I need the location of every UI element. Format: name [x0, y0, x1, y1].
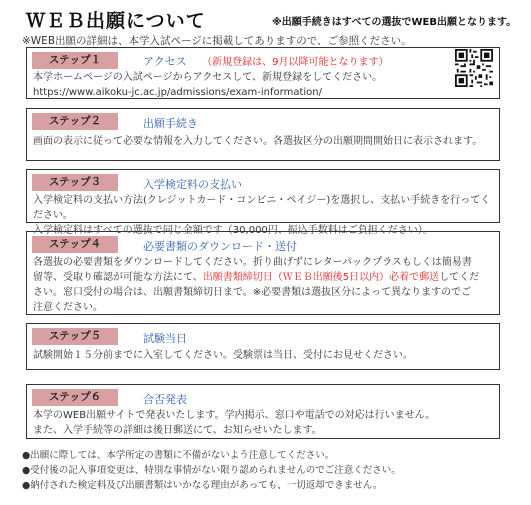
- step-5-body: [33, 348, 493, 363]
- step-1-url[interactable]: https://www.aikoku-jc.ac.jp/admissions/exam-information/: [33, 87, 322, 98]
- step-4-box: [26, 231, 500, 315]
- footer-note-2: ●受付後の記入事項変更は、特別な事情がない限り認められませんのでご注意ください。: [22, 465, 401, 476]
- step-1-body: [33, 70, 493, 100]
- step-3-title: 入学検定料の支払い: [143, 178, 242, 191]
- step-1-box: [26, 47, 500, 99]
- step-1-line-1: 本学ホームページの入試ページからアクセスして、新規登録をしてください。: [33, 72, 383, 83]
- qr-code-icon: [455, 49, 493, 87]
- intro-text: ※WEB出願の詳細は、本学入試ページに掲載してありますので、ご参照ください。: [22, 35, 412, 47]
- step-4-line-2-post: してくだ: [439, 272, 480, 283]
- footer-note-3: ●納付された検定料及び出願書類はいかなる理由があっても、一切返却できません。: [22, 480, 383, 491]
- page-title: ＷＥＢ出願について: [26, 10, 206, 32]
- step-3-badge: ステップ３: [32, 174, 118, 191]
- step-2-line-1: 画面の表示に従って必要な情報を入力してください。各選抜区分の出願期間開始日に表示されます。: [33, 136, 483, 147]
- step-4-deadline-highlight: 出願書類締切日（ＷＥＢ出願後5日以内）必着で郵送: [202, 272, 440, 283]
- step-3-line-2: 入学検定料はすべての選抜で同じ金額です（30,000円、振込手数料はご負担ください）。: [33, 225, 433, 236]
- step-1-title-text: アクセス: [143, 55, 187, 68]
- step-4-title: 必要書類のダウンロード・送付: [143, 240, 297, 253]
- step-5-badge: ステップ５: [32, 328, 118, 345]
- step-1-title: [143, 53, 389, 69]
- step-4-line-1: 各選抜の必要書類をダウンロードしてください。折り曲げずにレターパックプラスもしくは簡易書: [33, 257, 472, 268]
- step-5-box: [26, 323, 500, 370]
- footer-note-1: ●出願に際しては、本学所定の書類に不備がないよう注意してください。: [22, 450, 335, 461]
- step-3-line-1: 入学検定料の支払い方法(クレジットカード・コンビニ・ペイジー)を選択し、支払い手続きを行ってください。: [33, 195, 491, 221]
- step-2-box: [26, 108, 500, 161]
- step-2-badge: ステップ２: [32, 113, 118, 130]
- step-4-badge: ステップ４: [32, 236, 118, 253]
- step-6-box: [26, 384, 500, 439]
- step-6-badge: ステップ６: [32, 389, 118, 406]
- step-1-title-note: （新規登録は、9月以降可能となります）: [202, 57, 389, 68]
- step-4-line-3: さい。窓口受付の場合は、出願書類締切日まで。※必要書類は選抜区分によって異なりますのでご: [33, 287, 472, 298]
- step-6-line-2: また、入学手続等の詳細は後日郵送にて、お知らせいたします。: [33, 425, 322, 436]
- step-5-title: 試験当日: [143, 332, 187, 345]
- step-6-body: [33, 408, 493, 438]
- step-4-line-2-pre: 留等、受取り確認が可能な方法にて、: [33, 272, 203, 283]
- step-1-badge: ステップ１: [32, 52, 118, 69]
- step-5-line-1: 試験開始１５分前までに入室してください。受験票は当日、受付にお見せください。: [33, 350, 413, 361]
- step-2-body: [33, 134, 493, 149]
- web-only-note: ※出願手続きはすべての選抜でWEB出願となります。: [272, 17, 517, 28]
- step-3-box: [26, 169, 500, 236]
- step-4-line-2: [33, 270, 493, 285]
- step-6-title: 合否発表: [143, 393, 187, 406]
- step-4-body: [33, 255, 493, 315]
- step-6-line-1: 本学のWEB出願サイトで発表いたします。学内掲示、窓口や電話での対応は行いません。: [33, 410, 436, 421]
- step-2-title: 出願手続き: [143, 117, 198, 130]
- step-4-line-4: 注意ください。: [33, 302, 103, 313]
